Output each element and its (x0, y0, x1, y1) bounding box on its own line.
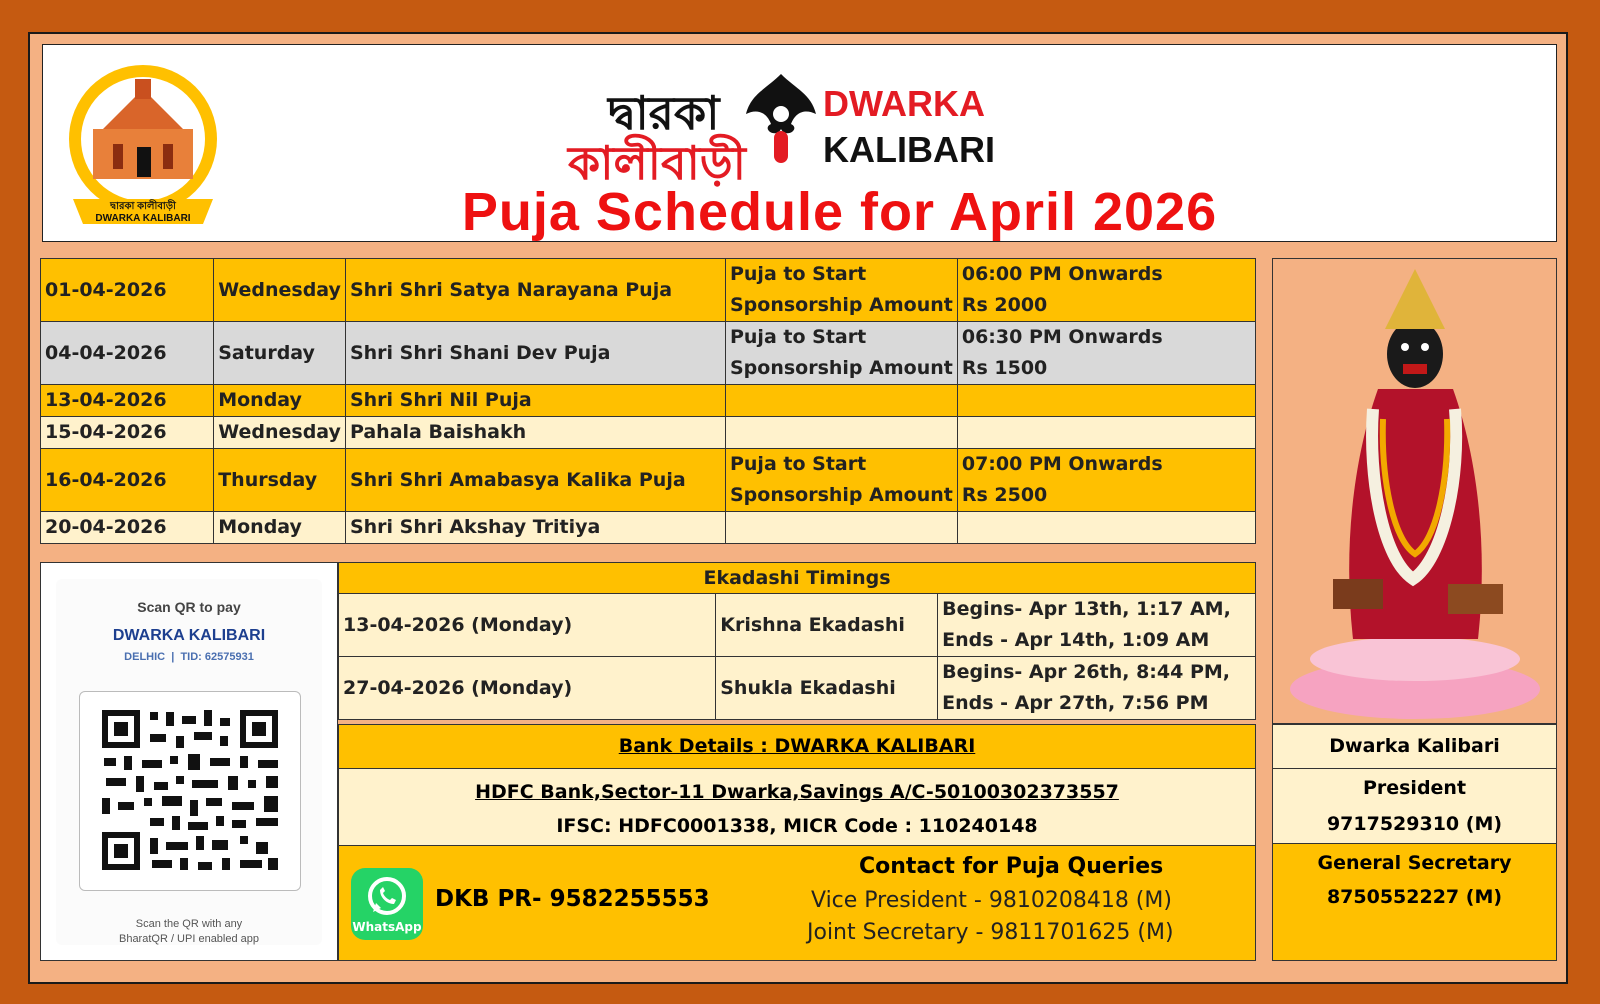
schedule-puja: Shri Shri Satya Narayana Puja (345, 259, 725, 322)
schedule-day: Monday (214, 385, 346, 417)
right-panel (1272, 258, 1557, 961)
schedule-labels: Puja to Start Sponsorship Amount (725, 259, 957, 322)
table-row (41, 385, 1256, 417)
bank-ifsc-line: IFSC: HDFC0001338, MICR Code : 110240148 (556, 815, 1038, 837)
president-contact (1272, 769, 1557, 844)
gs-label: General Secretary (1317, 852, 1512, 874)
table-row (41, 449, 1256, 512)
table-row (339, 657, 1256, 720)
puja-schedule-table (40, 258, 1256, 544)
schedule-details (957, 512, 1255, 544)
schedule-date: 15-04-2026 (41, 417, 214, 449)
president-phone: 9717529310 (M) (1326, 813, 1503, 835)
bank-details-heading: Bank Details : DWARKA KALIBARI (338, 724, 1256, 769)
ekadashi-table (338, 562, 1256, 720)
kali-deity-icon (1273, 259, 1557, 724)
schedule-date: 01-04-2026 (41, 259, 214, 322)
schedule-date: 16-04-2026 (41, 449, 214, 512)
qr-merchant-name: DWARKA KALIBARI (112, 627, 266, 644)
ekadashi-timing: Begins- Apr 13th, 1:17 AM, Ends - Apr 14th, 1:09 AM (938, 594, 1256, 657)
table-row (41, 512, 1256, 544)
president-label: President (1362, 777, 1467, 799)
qr-code-icon (80, 692, 300, 890)
svg-text:দ্বারকা কালীবাড়ী: দ্বারকা কালীবাড়ী (110, 201, 176, 212)
schedule-day: Wednesday (214, 259, 346, 322)
dkb-pr-contact: DKB PR- 9582255553 (435, 886, 710, 912)
schedule-day: Thursday (214, 449, 346, 512)
schedule-details: 07:00 PM Onwards Rs 2500 (957, 449, 1255, 512)
schedule-details: 06:00 PM Onwards Rs 2000 (957, 259, 1255, 322)
ekadashi-name: Shukla Ekadashi (716, 657, 938, 720)
qr-merchant-id: DELHIC | TID: 62575931 (124, 651, 254, 663)
ekadashi-date: 13-04-2026 (Monday) (339, 594, 716, 657)
brand-name-line1: DWARKA (823, 83, 985, 124)
header-banner (42, 44, 1557, 242)
schedule-puja: Shri Shri Shani Dev Puja (345, 322, 725, 385)
schedule-details: 06:30 PM Onwards Rs 1500 (957, 322, 1255, 385)
schedule-labels: Puja to Start Sponsorship Amount (725, 322, 957, 385)
qr-card (56, 579, 322, 945)
schedule-day: Monday (214, 512, 346, 544)
org-name: Dwarka Kalibari (1272, 724, 1557, 769)
whatsapp-icon[interactable] (351, 868, 423, 940)
brand-name-line2: KALIBARI (823, 129, 995, 170)
schedule-labels (725, 417, 957, 449)
schedule-details (957, 385, 1255, 417)
contact-section (338, 846, 1256, 961)
bank-details-body (338, 769, 1256, 846)
deity-image (1272, 258, 1557, 724)
schedule-puja: Shri Shri Nil Puja (345, 385, 725, 417)
ekadashi-timing: Begins- Apr 26th, 8:44 PM, Ends - Apr 27th, 7:56 PM (938, 657, 1256, 720)
ekadashi-heading: Ekadashi Timings (339, 563, 1256, 594)
whatsapp-label: WhatsApp (352, 920, 422, 934)
bengali-title-line1: দ্বারকা (608, 86, 720, 140)
schedule-details (957, 417, 1255, 449)
qr-code-box[interactable] (79, 691, 301, 891)
contact-title: Contact for Puja Queries (859, 854, 1164, 879)
schedule-puja: Shri Shri Akshay Tritiya (345, 512, 725, 544)
table-row (41, 417, 1256, 449)
schedule-date: 13-04-2026 (41, 385, 214, 417)
page-title: Puja Schedule for April 2026 (461, 182, 1218, 242)
joint-secretary-contact: Joint Secretary - 9811701625 (M) (807, 920, 1174, 945)
qr-footer-text: Scan the QR with any BharatQR / UPI enabled app (118, 918, 260, 945)
whatsapp-phone-icon (351, 868, 423, 924)
table-header-row (339, 563, 1256, 594)
schedule-puja: Pahala Baishakh (345, 417, 725, 449)
bengali-title-line2: কালীবাড়ী (568, 136, 746, 190)
table-row (41, 259, 1256, 322)
general-secretary-contact (1272, 844, 1557, 961)
qr-payment-panel (40, 562, 338, 961)
table-row (41, 322, 1256, 385)
schedule-puja: Shri Shri Amabasya Kalika Puja (345, 449, 725, 512)
svg-text:DWARKA KALIBARI: DWARKA KALIBARI (95, 213, 191, 224)
schedule-labels (725, 385, 957, 417)
qr-scan-text: Scan QR to pay (137, 599, 241, 615)
vice-president-contact: Vice President - 9810208418 (M) (811, 888, 1172, 913)
ekadashi-date: 27-04-2026 (Monday) (339, 657, 716, 720)
kali-emblem-icon (736, 69, 826, 169)
schedule-labels (725, 512, 957, 544)
schedule-date: 20-04-2026 (41, 512, 214, 544)
schedule-date: 04-04-2026 (41, 322, 214, 385)
bank-account-line: HDFC Bank,Sector-11 Dwarka,Savings A/C-50100302373557 (475, 781, 1119, 803)
schedule-labels: Puja to Start Sponsorship Amount (725, 449, 957, 512)
table-row (339, 594, 1256, 657)
ekadashi-name: Krishna Ekadashi (716, 594, 938, 657)
schedule-day: Wednesday (214, 417, 346, 449)
gs-phone: 8750552227 (M) (1326, 886, 1503, 908)
schedule-day: Saturday (214, 322, 346, 385)
